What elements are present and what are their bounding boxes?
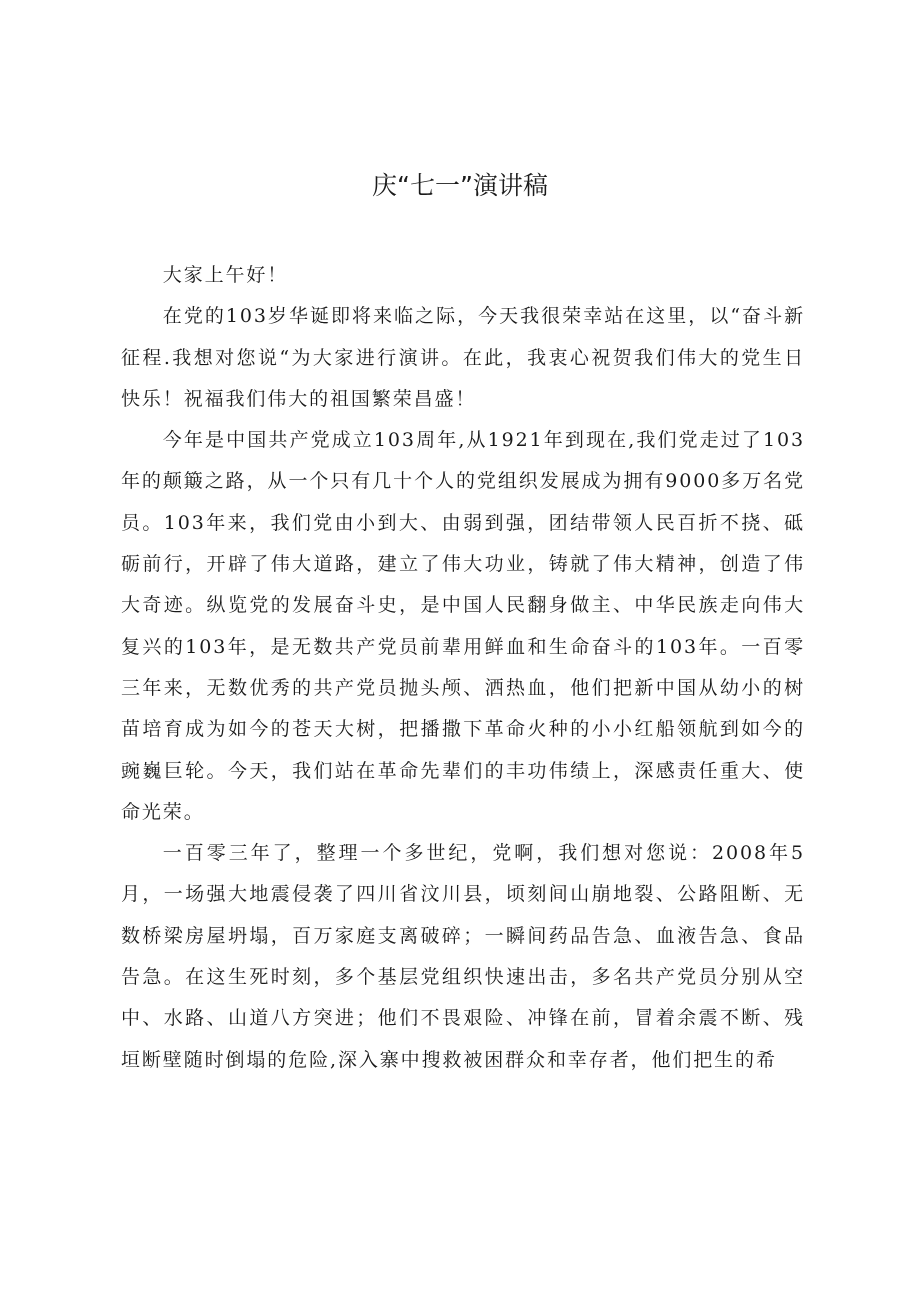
paragraph-opening: 在党的103岁华诞即将来临之际，今天我很荣幸站在这里，以“奋斗新征程.我想对您说“为大家进行演讲。在此，我衷心祝贺我们伟大的党生日快乐！祝福我们伟大的祖国繁荣昌盛！ [121, 305, 805, 410]
document-title: 庆“七一”演讲稿 [372, 171, 548, 200]
paragraph-greeting: 大家上午好！ [162, 264, 289, 286]
paragraph-earthquake: 一百零三年了，整理一个多世纪，党啊，我们想对您说：2008年5月，一场强大地震侵袭了四川省汶川县，顷刻间山崩地裂、公路阻断、无数桥梁房屋坍塌，百万家庭支离破碎；一瞬间药品告急、血液告急、食品告急。在这生死时刻，多个基层党组织快速出击，多名共产党员分别从空中、水路、山道八方突进；他们不畏艰险、冲锋在前，冒着余震不断、残垣断壁随时倒塌的危险,深入寨中搜救被困群众和幸存者，他们把生的希 [121, 842, 805, 1071]
document-body [121, 255, 805, 1081]
paragraph-history: 今年是中国共产党成立103周年,从1921年到现在,我们党走过了103年的颠簸之路，从一个只有几十个人的党组织发展成为拥有9000多万名党员。103年来，我们党由小到大、由弱到强，团结带领人民百折不挠、砥砺前行，开辟了伟大道路，建立了伟大功业，铸就了伟大精神，创造了伟大奇迹。纵览党的发展奋斗史，是中国人民翻身做主、中华民族走向伟大复兴的103年，是无数共产党员前辈用鲜血和生命奋斗的103年。一百零三年来，无数优秀的共产党员抛头颅、洒热血，他们把新中国从幼小的树苗培育成为如今的苍天大树，把播撒下革命火种的小小红船领航到如今的豌巍巨轮。今天，我们站在革命先辈们的丰功伟绩上，深感责任重大、使命光荣。 [121, 429, 805, 823]
